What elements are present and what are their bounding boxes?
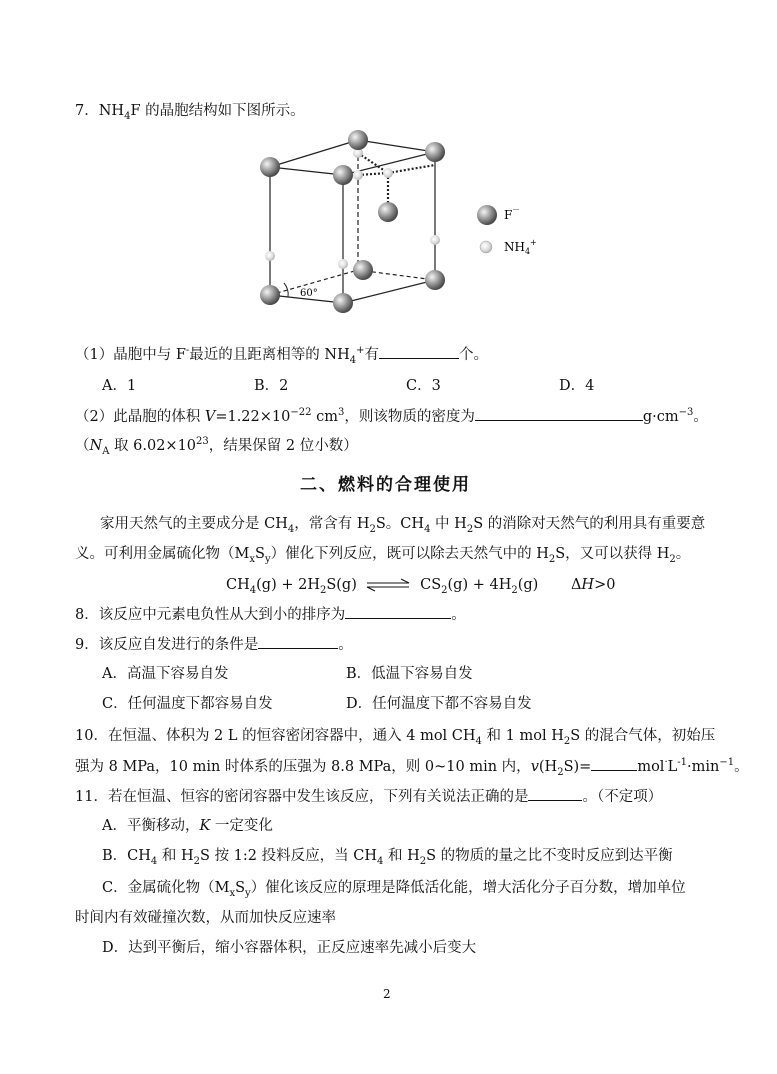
q9-option-d[interactable]: D．任何温度下都不容易自发 [346,696,532,712]
q11-a-tail: 一定变化 [210,818,273,834]
q7-part2-unit: g·cm [642,409,679,425]
eq-right-a-sub: 2 [441,584,448,596]
eq-left-b: (g) + 2H [256,577,320,593]
q10-line2-sub: 2 [557,766,564,778]
q7-part1-sub-b: 4 [349,354,357,366]
intro1-d-sub: 2 [466,523,474,535]
q10-unit-l: L [667,759,678,775]
q7-part2-text-a: （2）此晶胞的体积 [75,409,205,425]
q11-answer-blank[interactable] [528,786,582,801]
q11-c-sub1: x [229,887,236,899]
q7-part2-text-b: =1.22×10 [215,409,291,425]
q11-option-d[interactable]: D．达到平衡后，缩小容器体积，正反应速率先减小后变大 [102,940,477,956]
q11-c-sub2: y [245,887,251,899]
q11-b-c: S 按 1:2 投料反应，当 CH [200,848,377,864]
q11-b-sub4: 2 [419,855,427,867]
q7-option-a[interactable]: A．1 [102,378,137,394]
q11-stem [75,786,662,807]
q11-option-b[interactable] [102,846,673,866]
q7-part2-note [75,436,358,456]
q7-part2-answer-blank[interactable] [475,406,643,421]
q10-unit-mol: mol [637,759,665,775]
q7-part2-exp1: −22 [290,407,312,419]
q8-text: 8．该反应中元素电负性从大到小的排序为 [75,607,346,623]
q9-option-a[interactable]: A．高温下容易自发 [102,666,229,682]
q7-option-d[interactable]: D．4 [559,378,595,394]
q7-formula: NH [98,103,125,119]
q11-b-sub1: 4 [150,855,158,867]
eq-right-c: (g) [517,577,539,593]
eq-dh-var: H [581,577,595,593]
q10-line2-b: (H [538,759,558,775]
q11-c-b: S [235,880,246,896]
q10-unit-min: ·min [687,759,720,775]
eq-right-b-sub: 2 [511,584,518,596]
q7-note-var-n: N [89,438,103,454]
q7-part1 [75,344,488,365]
intro1-d: 中 H [430,516,467,532]
intro1-a: 家用天然气的主要成分是 CH [100,516,288,532]
q10-line-2 [75,756,749,777]
q11-stem-tail: 。（不定项） [582,789,663,805]
angle-label: 60° [300,288,318,299]
q10-line-1 [75,726,715,746]
q11-a-text: A．平衡移动， [102,818,200,834]
intro2-a: 义。可利用金属硫化物（M [75,546,250,562]
q7-part1-sup-a: - [185,345,190,357]
q10-line2-a: 强为 8 MPa，10 min 时体系的压强为 8.8 MPa，则 0~10 min 内， [75,759,531,775]
q7-part1-answer-blank[interactable] [379,344,459,359]
intro2-c-sub: 2 [548,553,556,565]
q11-option-c[interactable] [102,878,686,898]
q11-b-sub2: 2 [193,855,201,867]
figure-legend [477,205,537,256]
equilibrium-arrow-icon [365,578,411,592]
q7-option-c[interactable]: C．3 [406,378,441,394]
intro1-a-sub: 4 [287,523,295,535]
q10-unit-dot: · [664,757,668,769]
q7-part2-unit-exp: −3 [678,407,694,419]
intro2-d: S，又可以获得 H [555,546,670,562]
q7-option-b[interactable]: B．2 [254,378,289,394]
q7-part1-text-d: 个。 [459,347,489,363]
q9-text: 9．该反应自发进行的条件是 [75,637,259,653]
q10-answer-blank[interactable] [591,756,637,771]
q7-note-text-c: ，结果保留 2 位小数） [208,438,358,454]
q9-option-b[interactable]: B．低温下容易自发 [346,666,473,682]
q10-sub-2: 2 [563,735,571,747]
q9-answer-blank[interactable] [258,634,338,649]
q11-b-e: S 的物质的量之比不变时反应到达平衡 [426,848,673,864]
q7-note-var-n-sub: A [102,445,110,457]
intro1-e: S 的消除对天然气的利用具有重要意 [473,516,706,532]
q7-part1-text-b: 最近的且距离相等的 NH [189,347,350,363]
q7-part2 [75,406,708,427]
legend-nh4-sub: 4 [525,247,531,256]
q11-b-sub3: 4 [376,855,384,867]
q11-option-a[interactable] [102,816,273,836]
eq-delta: Δ [570,577,582,593]
q11-b-d: 和 H [383,848,420,864]
reaction-equation [226,575,615,595]
q7-stem-text: F 的晶胞结构如下图所示。 [130,103,305,119]
eq-dh-value: >0 [594,577,616,593]
intro2-d-sub: 2 [669,553,676,565]
q7-number: 7． [75,103,99,119]
legend-f-sup: － [512,205,520,214]
q9-option-c[interactable]: C．任何温度下都容易自发 [102,696,273,712]
legend-nh4-label: NH [504,240,525,254]
crystal-cell-figure [240,125,550,320]
q7-part1-text-a: （1）晶胞中与 F [75,347,186,363]
intro-line-1 [100,514,705,534]
cell-edges [270,140,435,303]
intro2-e: 。 [675,546,691,562]
intro1-c-sub: 4 [424,523,431,535]
q11-c-a: C．金属硫化物（M [102,880,230,896]
intro1-b: ，常含有 H [294,516,370,532]
legend-f-label: F [504,208,513,222]
q7-stem [75,101,305,121]
q10-unit-min-exp: −1 [719,757,735,769]
q7-part2-exp2: 3 [337,407,345,419]
q7-part2-unit-end: 。 [693,409,708,425]
intro2-b-sub: y [264,553,271,565]
q11-b-a: B．CH [102,848,151,864]
ammonium-ions [265,148,440,269]
q11-a-var: K [199,818,211,834]
q10-line2-c: S)= [563,759,592,775]
eq-left-c: S(g) [326,577,357,593]
q11-option-c-line-2: 时间内有效碰撞次数，从而加快反应速率 [75,910,336,926]
q8-answer-blank[interactable] [345,604,451,619]
q10-text-b: 和 1 mol H [481,728,564,744]
q7-part1-sup-b: + [356,345,365,357]
q7-note-text-b: 取 6.02×10 [109,438,197,454]
q10-end: 。 [734,759,749,775]
q10-unit-l-exp: -1 [677,757,688,769]
q7-part1-text-c: 有 [364,347,380,363]
q10-text-c: S 的混合气体，初始压 [570,728,716,744]
q7-note-exp: 23 [196,436,209,448]
intro2-a-sub: x [249,553,255,565]
q11-b-b: 和 H [157,848,194,864]
q7-part2-text-c: cm [311,409,338,425]
q7-formula-sub: 4 [124,110,131,122]
page-number: 2 [383,987,391,1001]
fluoride-ions [260,130,445,313]
q10-text-a: 10．在恒温、体积为 2 L 的恒容密闭容器中，通入 4 mol CH [75,728,476,744]
eq-right-b: (g) + 4H [447,577,512,593]
legend-nh4-sup: + [530,238,537,247]
q9 [75,634,353,655]
section-title: 二、燃料的合理使用 [300,475,471,495]
q7-note-text-a: （ [75,438,90,454]
q7-part2-var-v: V [204,409,216,425]
intro1-c: S。CH [375,516,425,532]
eq-left-a: CH [226,577,250,593]
q7-part2-text-d: ，则该物质的密度为 [344,409,475,425]
eq-right-a: CS [420,577,442,593]
q9-tail: 。 [338,637,353,653]
q10-sub-1: 4 [475,735,482,747]
q11-c-c: ）催化该反应的原理是降低活化能，增大活化分子百分数，增加单位 [250,880,686,896]
intro-line-2 [75,544,690,564]
intro1-b-sub: 2 [369,523,376,535]
q8 [75,604,466,625]
q8-tail: 。 [451,607,466,623]
eq-left-a-sub: 4 [249,584,257,596]
intro2-b: S [255,546,265,562]
q10-var-v: v [530,759,539,775]
eq-left-b-sub: 2 [319,584,327,596]
intro2-c: ）催化下列反应，既可以除去天然气中的 H [270,546,549,562]
q11-stem-text: 11．若在恒温、恒容的密闭容器中发生该反应，下列有关说法正确的是 [75,789,529,805]
